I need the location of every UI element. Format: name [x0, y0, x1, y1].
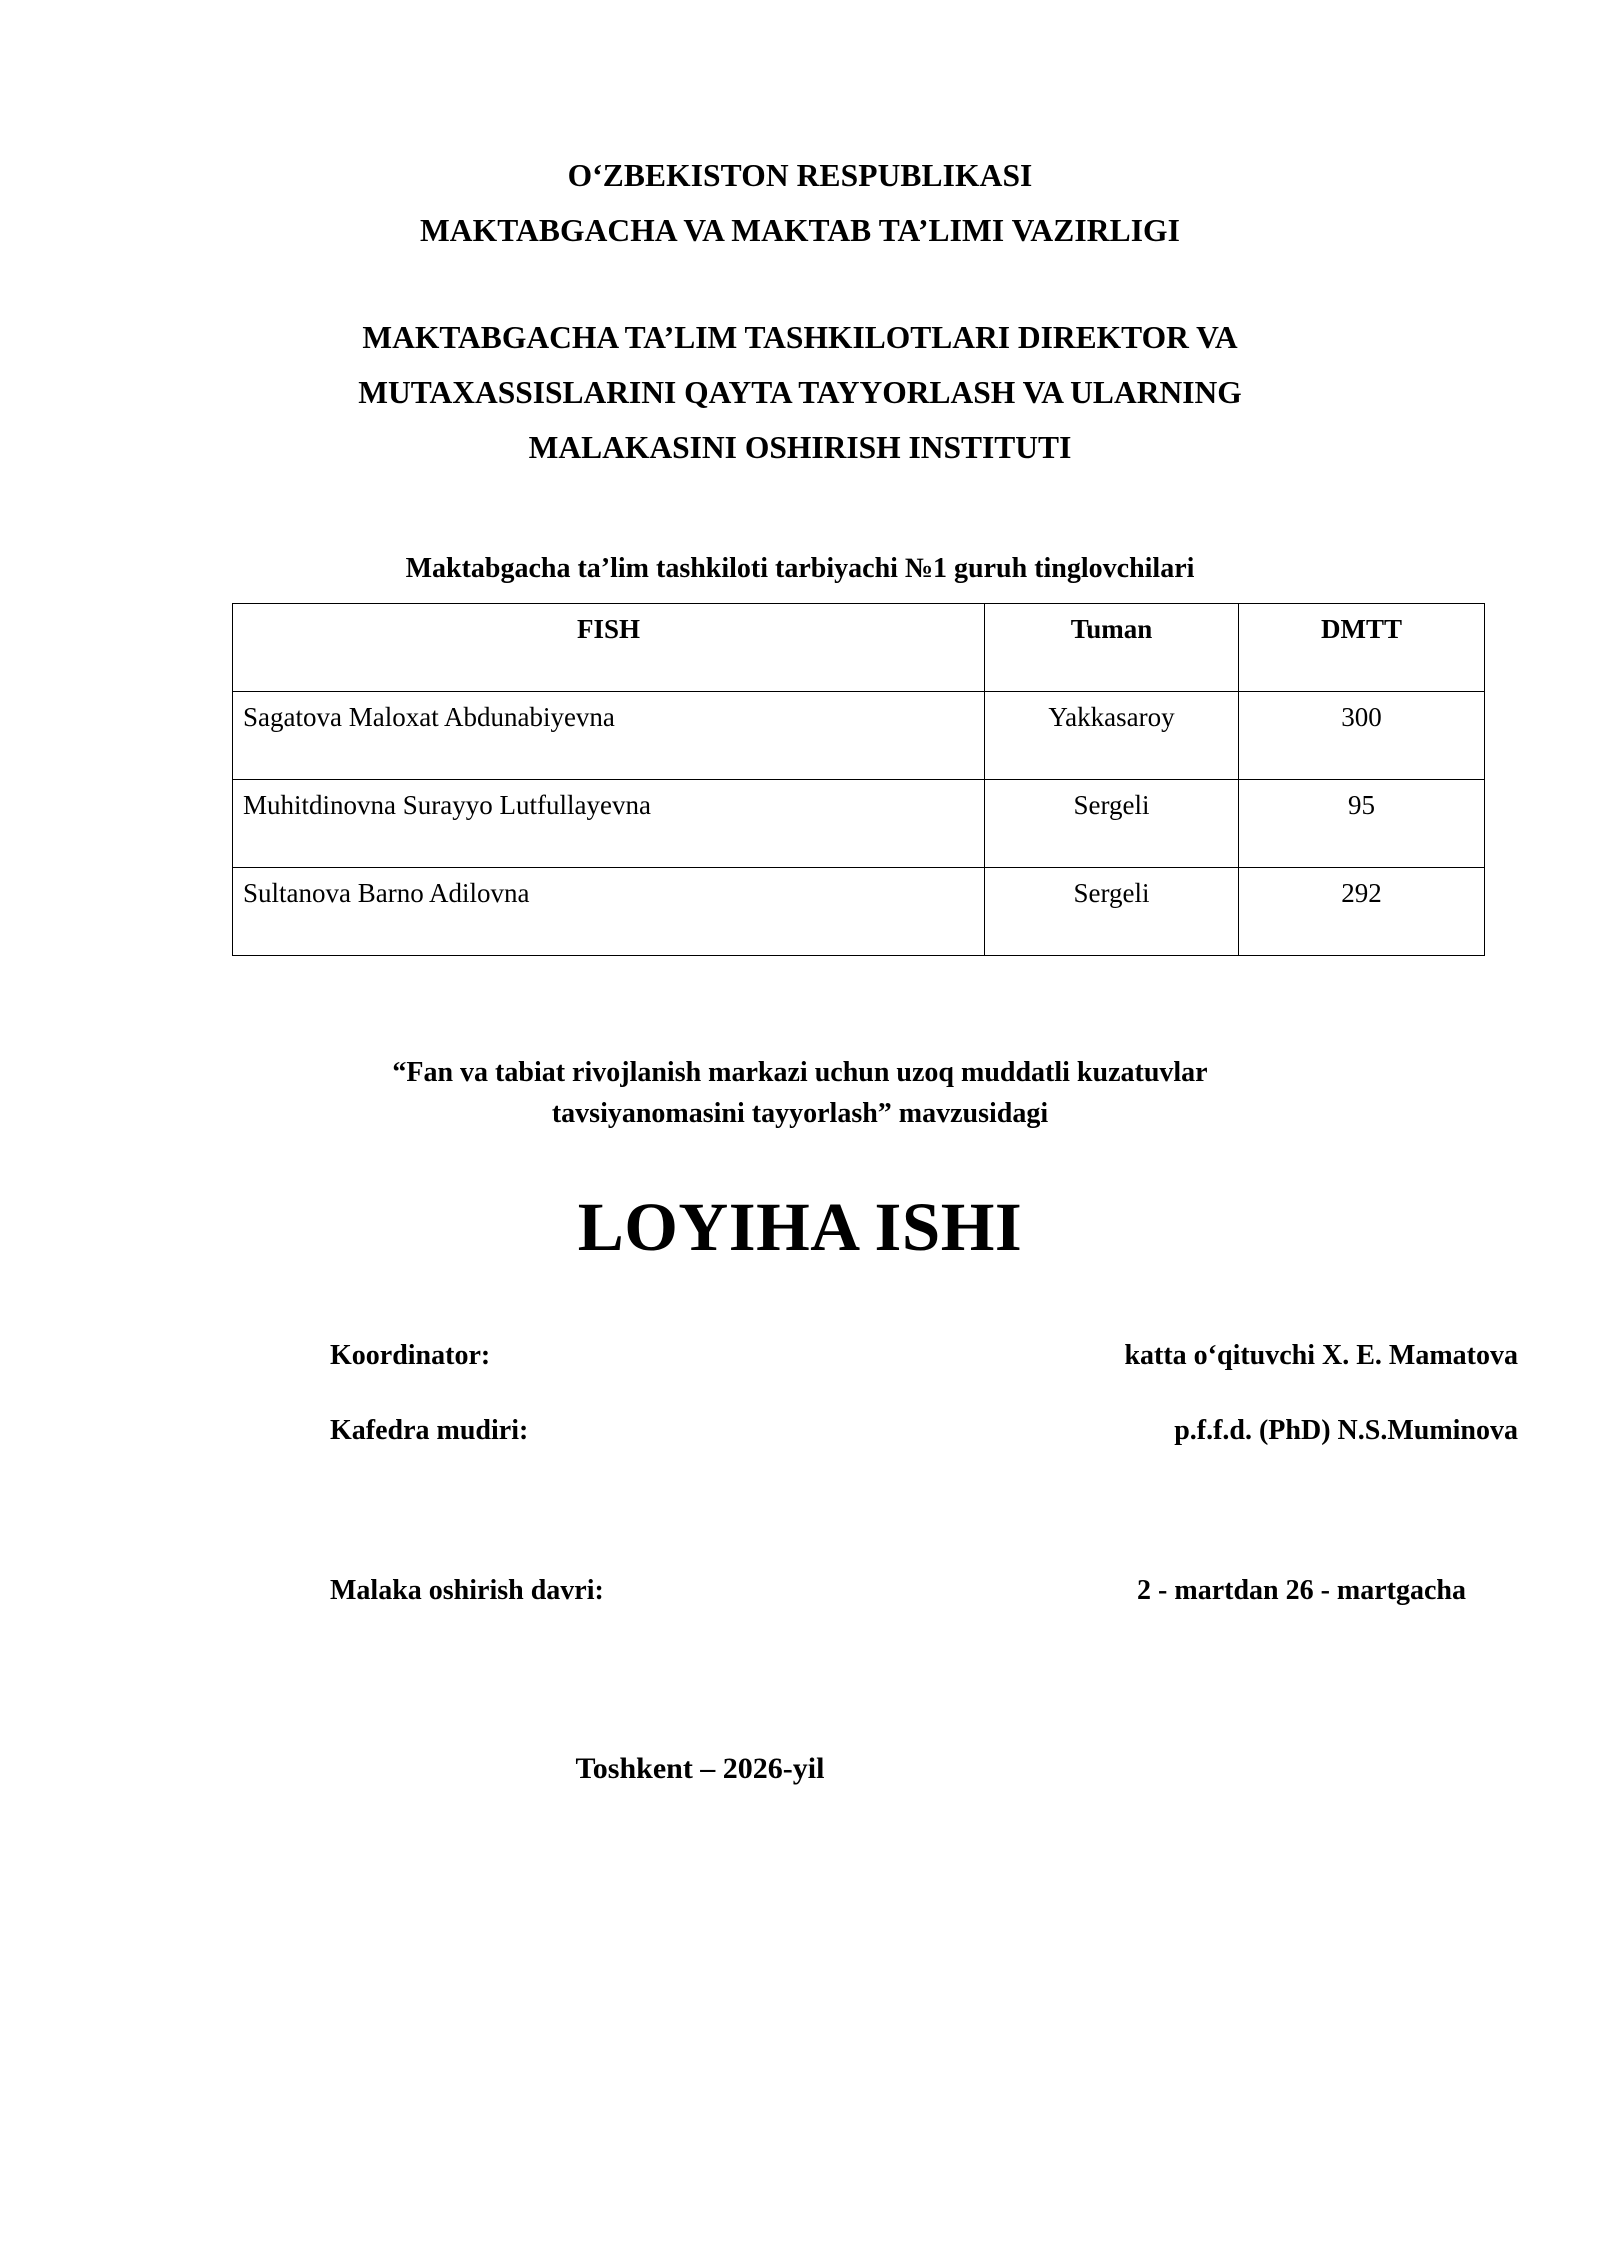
table-row [233, 692, 1485, 780]
ministry-header [0, 148, 1600, 258]
footer-city-year: Toshkent – 2026-yil [575, 1752, 825, 1785]
column-header-dmtt: DMTT [1239, 604, 1485, 692]
group-caption: Maktabgacha ta’lim tashkiloti tarbiyachi №1 guruh tinglovchilari [405, 553, 1195, 584]
cell-fish: Muhitdinovna Surayyo Lutfullayevna [233, 780, 985, 868]
institute-header [0, 310, 1600, 475]
signature-label-coordinator: Koordinator: [330, 1340, 491, 1371]
training-period-label: Malaka oshirish davri: [330, 1575, 604, 1606]
cell-dmtt: 292 [1239, 868, 1485, 956]
roster-table-head [233, 604, 1485, 692]
theme-title [0, 1052, 1600, 1134]
table-header-row [233, 604, 1485, 692]
signature-block [0, 1339, 1600, 1448]
roster-table-wrapper [0, 603, 1600, 956]
theme-title-line-1: “Fan va tabiat rivojlanish markazi uchun uzoq muddatli kuzatuvlar [392, 1057, 1208, 1088]
institute-header-line-1: MAKTABGACHA TA’LIM TASHKILOTLARI DIREKTOR VA [362, 320, 1238, 355]
cell-tuman: Sergeli [985, 780, 1239, 868]
cell-dmtt: 300 [1239, 692, 1485, 780]
signature-value-coordinator: katta o‘qituvchi X. E. Mamatova [1124, 1340, 1518, 1371]
training-period-block [0, 1574, 1600, 1608]
signature-value-department-head: p.f.f.d. (PhD) N.S.Muminova [1174, 1415, 1518, 1446]
training-period-row [330, 1574, 1466, 1608]
page-title: LOYIHA ISHI [577, 1189, 1023, 1265]
column-header-fish: FISH [233, 604, 985, 692]
ministry-header-line-1: O‘ZBEKISTON RESPUBLIKASI [567, 158, 1033, 193]
cell-dmtt: 95 [1239, 780, 1485, 868]
column-header-tuman: Tuman [985, 604, 1239, 692]
cell-fish: Sagatova Maloxat Abdunabiyevna [233, 692, 985, 780]
theme-title-line-2: tavsiyanomasini tayyorlash” mavzusidagi [551, 1098, 1049, 1129]
table-row [233, 780, 1485, 868]
roster-table [232, 603, 1485, 956]
table-row [233, 868, 1485, 956]
roster-table-body [233, 692, 1485, 956]
cell-tuman: Sergeli [985, 868, 1239, 956]
institute-header-line-3: MALAKASINI OSHIRISH INSTITUTI [528, 430, 1072, 465]
training-period-value: 2 - martdan 26 - martgacha [1137, 1575, 1466, 1606]
cell-tuman: Yakkasaroy [985, 692, 1239, 780]
signature-label-department-head: Kafedra mudiri: [330, 1415, 529, 1446]
signature-row-coordinator [330, 1339, 1518, 1373]
signature-row-department-head [330, 1414, 1518, 1448]
ministry-header-line-2: MAKTABGACHA VA MAKTAB TA’LIMI VAZIRLIGI [419, 213, 1181, 248]
cell-fish: Sultanova Barno Adilovna [233, 868, 985, 956]
institute-header-line-2: MUTAXASSISLARINI QAYTA TAYYORLASH VA ULARNING [358, 375, 1242, 410]
